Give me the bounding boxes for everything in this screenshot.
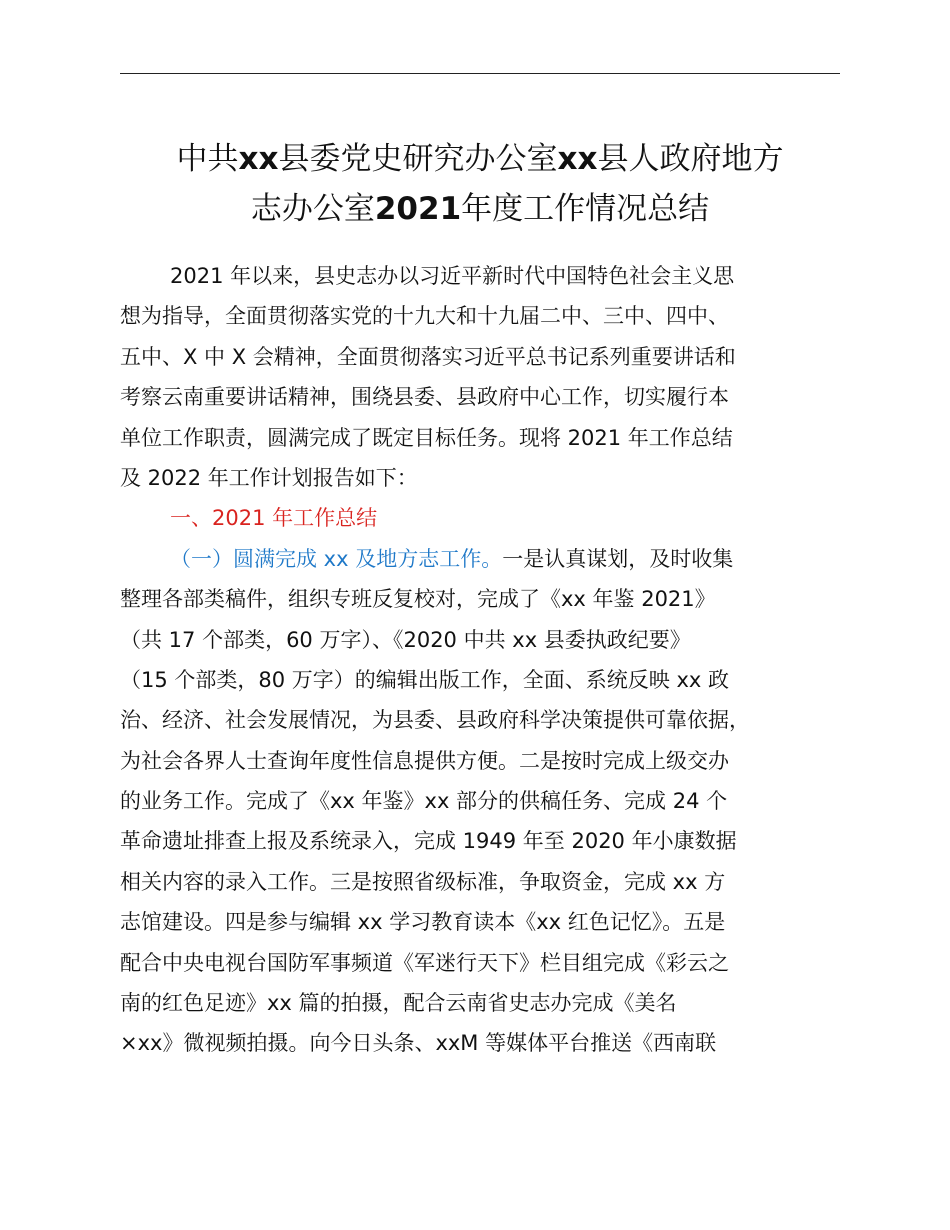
body-line: ×xx》微视频拍摄。向今日头条、xxM 等媒体平台推送《西南联 [120, 1031, 717, 1056]
intro-line: 及 2022 年工作计划报告如下： [120, 465, 418, 490]
intro-line: 2021 年以来，县史志办以习近平新时代中国特色社会主义思 [170, 264, 735, 288]
intro-line: 想为指导，全面贯彻落实党的十九大和十九届二中、三中、四中、 [120, 304, 729, 329]
section-heading: 一、2021 年工作总结 [170, 506, 378, 531]
body-line: 革命遗址排查上报及系统录入，完成 1949 年至 2020 年小康数据 [120, 829, 737, 854]
intro-line: 考察云南重要讲话精神，围绕县委、县政府中心工作，切实履行本 [120, 385, 729, 410]
header-rule [120, 73, 840, 74]
body-line: 南的红色足迹》xx 篇的拍摄，配合云南省史志办完成《美名 [120, 991, 677, 1016]
body-line: 配合中央电视台国防军事频道《军迷行天下》栏目组完成《彩云之 [120, 950, 729, 975]
title-line-2: 志办公室2021年度工作情况总结 [250, 191, 710, 227]
body-line: 志馆建设。四是参与编辑 xx 学习教育读本《xx 红色记忆》。五是 [120, 910, 726, 935]
body-line: 为社会各界人士查询年度性信息提供方便。二是按时完成上级交办 [120, 748, 729, 773]
title-line-1: 中共xx县委党史研究办公室xx县人政府地方 [176, 141, 784, 177]
body-line: 相关内容的录入工作。三是按照省级标准，争取资金，完成 xx 方 [120, 869, 726, 894]
subsection-heading: （一）圆满完成 xx 及地方志工作。 [170, 546, 503, 571]
intro-line: 单位工作职责，圆满完成了既定目标任务。现将 2021 年工作总结 [120, 425, 733, 450]
body-line: （15 个部类，80 万字）的编辑出版工作，全面、系统反映 xx 政 [120, 667, 729, 692]
body-line: 整理各部类稿件，组织专班反复校对，完成了《xx 年鉴 2021》 [120, 587, 716, 612]
body-line: （共 17 个部类，60 万字）、《2020 中共 xx 县委执政纪要》 [120, 627, 691, 652]
intro-line: 五中、X 中 X 会精神，全面贯彻落实习近平总书记系列重要讲话和 [120, 344, 736, 369]
subsection-first-line: （一）圆满完成 xx 及地方志工作。一是认真谋划，及时收集 [170, 546, 734, 571]
document-title [100, 134, 860, 234]
body-line: 的业务工作。完成了《xx 年鉴》xx 部分的供稿任务、完成 24 个 [120, 789, 728, 814]
document-body [120, 256, 850, 1064]
body-line: 治、经济、社会发展情况，为县委、县政府科学决策提供可靠依据， [120, 708, 750, 733]
